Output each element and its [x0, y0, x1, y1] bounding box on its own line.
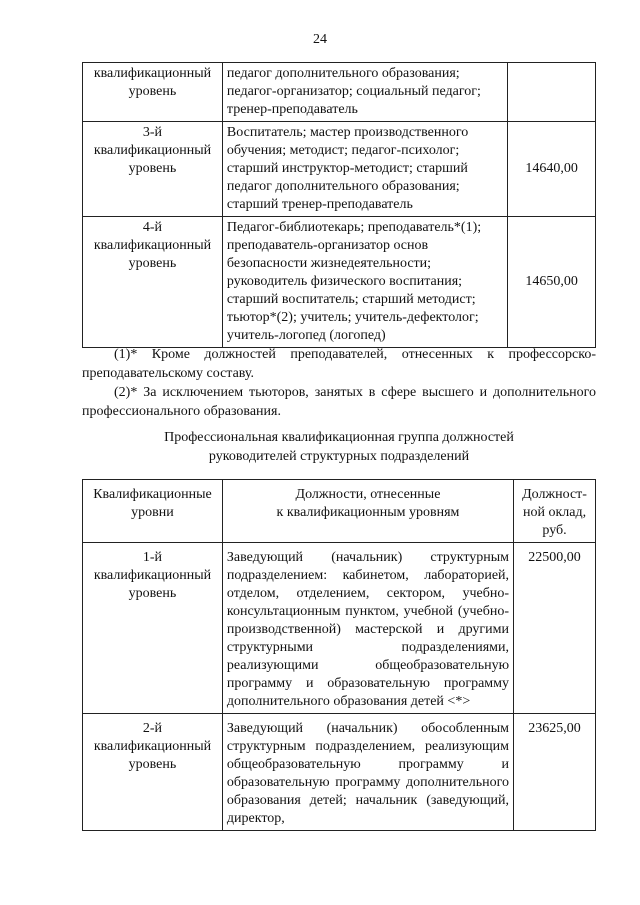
salary-cell: 14640,00	[508, 122, 596, 217]
table-header-row	[83, 480, 596, 543]
level-cell: 2-й квалификационный уровень	[83, 714, 223, 831]
footnotes	[82, 345, 596, 421]
salary-cell: 22500,00	[514, 543, 596, 714]
qualification-table-continued	[82, 62, 596, 348]
level-cell: 3-й квалификационный уровень	[83, 122, 223, 217]
header-levels: Квалификационные уровни	[83, 480, 223, 543]
positions-cell: Педагог-библиотекарь; преподаватель*(1); преподаватель-организатор основ безопасности жизнедеятельности; руководитель физического воспитания; старший воспитатель; старший методист; тьютор*(2); учитель; учитель-дефектолог; учитель-логопед (логопед)	[222, 217, 507, 348]
table-row	[83, 714, 596, 831]
footnote: (2)* За исключением тьюторов, занятых в сфере высшего и дополнительного профессионального образования.	[82, 385, 596, 419]
header-salary: Должност- ной оклад, руб.	[514, 480, 596, 543]
salary-cell: 14650,00	[508, 217, 596, 348]
page-number: 24	[313, 32, 327, 47]
table-row	[83, 63, 596, 122]
positions-cell: Воспитатель; мастер производственного обучения; методист; педагог-психолог; старший инструктор-методист; старший педагог дополнительного образования; старший тренер-преподаватель	[222, 122, 507, 217]
footnote: (1)* Кроме должностей преподавателей, отнесенных к профессорско-преподавательскому составу.	[82, 347, 596, 381]
positions-cell: педагог дополнительного образования; педагог-организатор; социальный педагог; тренер-преподаватель	[222, 63, 507, 122]
managers-qualification-table	[82, 479, 596, 831]
level-cell: квалификационный уровень	[83, 63, 223, 122]
table-row	[83, 122, 596, 217]
header-positions: Должности, отнесенные к квалификационным уровням	[222, 480, 513, 543]
salary-cell	[508, 63, 596, 122]
level-cell: 4-й квалификационный уровень	[83, 217, 223, 348]
section-heading: Профессиональная квалификационная группа должностей руководителей структурных подразделений	[164, 430, 514, 464]
positions-cell: Заведующий (начальник) структурным подразделением: кабинетом, лабораторией, отделом, отделением, сектором, учебно-консультационным пунктом, учебной (учебно-производственной) мастерской и другими структурными подразделениями, реализующими общеобразовательную программу и образовательную программу дополнительного образования детей <*>	[222, 543, 513, 714]
level-cell: 1-й квалификационный уровень	[83, 543, 223, 714]
positions-cell: Заведующий (начальник) обособленным структурным подразделением, реализующим общеобразовательную программу и образовательную программу дополнительного образования детей; начальник (заведующий, директор,	[222, 714, 513, 831]
table-row	[83, 217, 596, 348]
salary-cell: 23625,00	[514, 714, 596, 831]
table-row	[83, 543, 596, 714]
